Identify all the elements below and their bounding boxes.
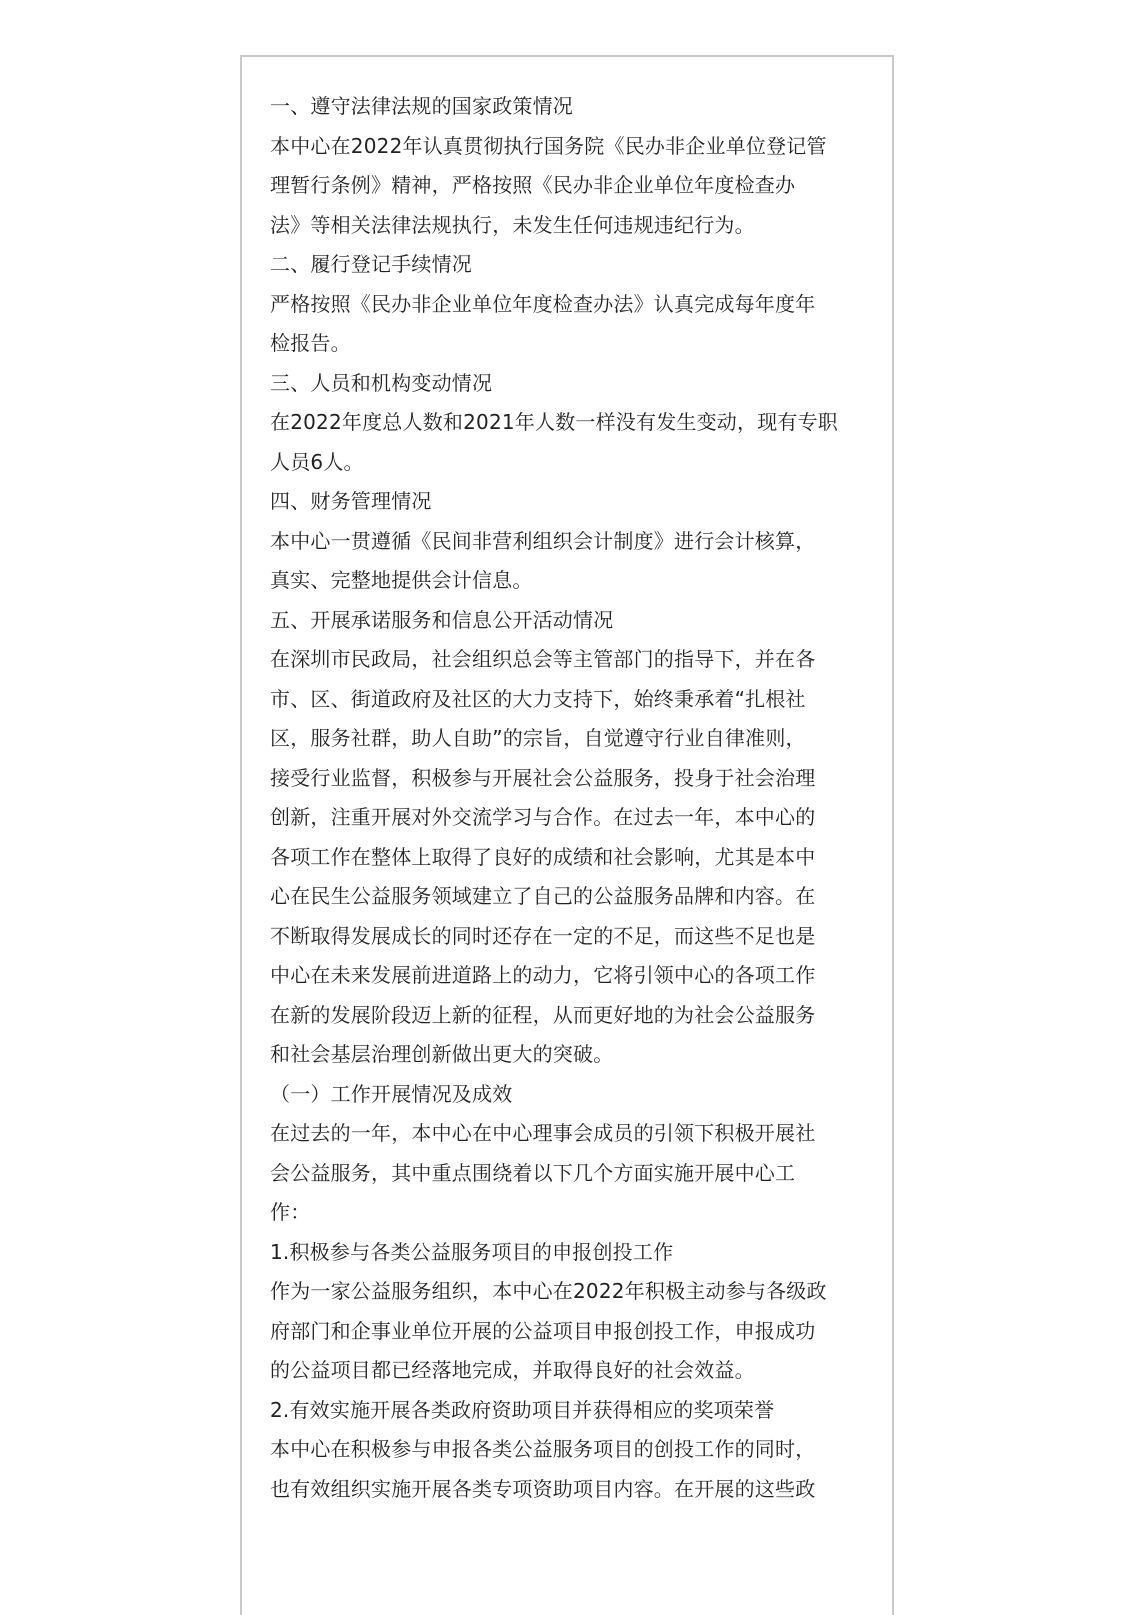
- heading-2: 二、履行登记手续情况: [270, 252, 472, 276]
- paragraph-line: 真实、完整地提供会计信息。: [270, 568, 533, 592]
- paragraph-line: 检报告。: [270, 331, 351, 355]
- heading-1: 一、遵守法律法规的国家政策情况: [270, 94, 573, 118]
- paragraph-line: 的公益项目都已经落地完成，并取得良好的社会效益。: [270, 1358, 755, 1382]
- paragraph-line: 接受行业监督，积极参与开展社会公益服务，投身于社会治理: [270, 765, 816, 790]
- paragraph-line: 各项工作在整体上取得了良好的成绩和社会影响，尤其是本中: [270, 844, 816, 869]
- paragraph-line: 作为一家公益服务组织，本中心在2022年积极主动参与各级政: [270, 1279, 827, 1303]
- paragraph-line: 人员6人。: [270, 449, 364, 474]
- list-item-heading: 2.有效实施开展各类政府资助项目并获得相应的奖项荣誉: [270, 1397, 775, 1422]
- heading-3: 三、人员和机构变动情况: [270, 370, 493, 395]
- subheading: （一）工作开展情况及成效: [270, 1081, 513, 1106]
- paragraph-line: 本中心一贯遵循《民间非营利组织会计制度》进行会计核算，: [270, 528, 816, 553]
- heading-4: 四、财务管理情况: [270, 489, 432, 513]
- paragraph-line: 区，服务社群，助人自助”的宗旨，自觉遵守行业自律准则，: [270, 726, 806, 750]
- paragraph-line: 理暂行条例》精神，严格按照《民办非企业单位年度检查办: [270, 173, 796, 197]
- paragraph-line: 和社会基层治理创新做出更大的突破。: [270, 1042, 614, 1066]
- list-item-heading: 1.积极参与各类公益服务项目的申报创投工作: [270, 1239, 674, 1264]
- paragraph-line: 市、区、街道政府及社区的大力支持下，始终秉承着“扎根社: [270, 686, 806, 711]
- paragraph-line: 在深圳市民政局，社会组织总会等主管部门的指导下，并在各: [270, 647, 816, 671]
- paragraph-line: 中心在未来发展前进道路上的动力，它将引领中心的各项工作: [270, 963, 816, 987]
- paragraph-line: 会公益服务，其中重点围绕着以下几个方面实施开展中心工: [270, 1160, 796, 1185]
- paragraph-line: 作：: [270, 1200, 311, 1224]
- paragraph-line: 不断取得发展成长的同时还存在一定的不足，而这些不足也是: [270, 923, 816, 948]
- document-body: [270, 87, 870, 1509]
- paragraph-line: 本中心在积极参与申报各类公益服务项目的创投工作的同时，: [270, 1437, 816, 1461]
- paragraph-line: 在新的发展阶段迈上新的征程，从而更好地的为社会公益服务: [270, 1002, 816, 1027]
- paragraph-line: 也有效组织实施开展各类专项资助项目内容。在开展的这些政: [270, 1476, 816, 1501]
- paragraph-line: 在2022年度总人数和2021年人数一样没有发生变动，现有专职: [270, 410, 838, 434]
- heading-5: 五、开展承诺服务和信息公开活动情况: [270, 607, 614, 632]
- paragraph-line: 府部门和企事业单位开展的公益项目申报创投工作，申报成功: [270, 1318, 816, 1343]
- paragraph-line: 创新，注重开展对外交流学习与合作。在过去一年，本中心的: [270, 805, 816, 829]
- paragraph-line: 法》等相关法律法规执行，未发生任何违规违纪行为。: [270, 212, 755, 237]
- paragraph-line: 在过去的一年，本中心在中心理事会成员的引领下积极开展社: [270, 1121, 816, 1145]
- paragraph-line: 本中心在2022年认真贯彻执行国务院《民办非企业单位登记管: [270, 133, 827, 158]
- paragraph-line: 心在民生公益服务领域建立了自己的公益服务品牌和内容。在: [270, 884, 816, 908]
- paragraph-line: 严格按照《民办非企业单位年度检查办法》认真完成每年度年: [270, 291, 816, 316]
